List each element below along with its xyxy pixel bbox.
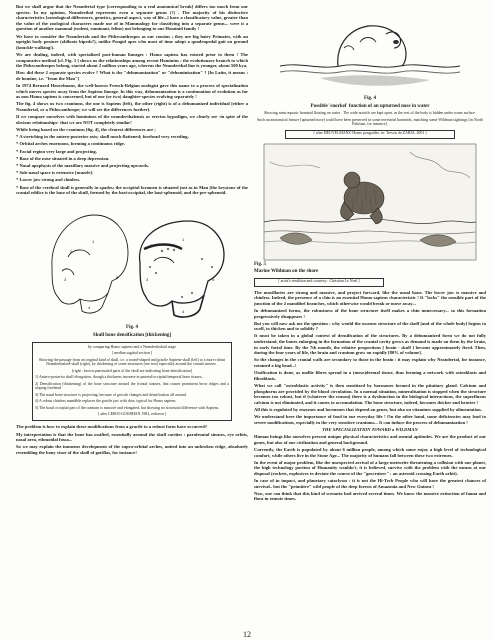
paragraph: How did these 2 separate species evolve ? What is the "dehumanization" or "dehominisation" ? [In Latin, it means : de homine, i.e. "from the Man"] [16,70,248,81]
skull-comparison-figure [32,197,232,325]
paragraph: We are dealing, indeed, with specialized post-human lineages : Homo sapiens has existed prior to them ! The comparative method [cf. Fig. 3 ] shows us the relationships among recent Hominins : the evolutionary branch to which the Pithecanthropes belong, started about 2 million years ago, whereas the Neanderthal line is younger, about 500 kya. [16,51,248,69]
feature-list [16,134,248,196]
paragraph: But you will now ask me the question : why would the osseous structure of the skull [and of the whole body] begins to swell, to thicken and to solidify ? [254,320,486,332]
paragraph: We have to consider the Neandertals and the Pithecanthropes as our cousins ; they are big hairy Primates, with an upright body posture (oldfoote bipeds?), unlike Pongid apes who most of time adopt a quadrupedal gait on ground (knuckle-walking!). [16,33,248,50]
paragraph: In case of in impact, and planetary cataclysm : it is not the Hi-Tech People who will have the greatest chances of survival.. but the "primitive" wild people of the deep forests of Amazonia and New Guinea ! [254,478,486,489]
figure-note: Showing the passage from an original kind of skull, i.e. a round-shaped and gracile Sapiens-skull (left) to a more robust Neanderthaloid-skull (right), by thickening of some structures [see text] especially around the cranial sinuses . [38,357,226,367]
paragraph: The maxillaries are strong and massive, and project forward, like the usual bone. The lower jaw is massive and chinless. Indeed, the presence of a chin is an essential Homo sapiens characteristic ! It "locks" the sensible part of the junction of the 2 mandibel branches, which otherwise would break or move away... [254,289,486,306]
left-column [16,4,248,457]
figure-note: [ median sagittal section ] [111,351,153,356]
paragraph: We understand here the importance of food in our everyday life ! On the other hand, some deficiencies may lead to severe modifications, especially in the very sensitive craniums... It can induce the process of dehumanization ! [254,414,486,425]
list-item: * Lower jaw strong and chinless. [16,177,81,183]
paragraph: In the event of major problem, like the unexpected arrival of a large meteorite threatening a collision with our planet, the high technology portion of Humanity wouldn't, it is believed, survive with the problem with the means at our disposal (rockets, explosives to deviate the course of the "geocruiser" : an asteroid crossing Earth orbit). [254,459,486,476]
paragraph: Currently, the Earth is populated by about 6 million people, among which some enjoy a high level of technological comfort, while others live in the Stone Age... The majority of humans fall between these two extremes. [254,446,486,458]
svg-text:3: 3 [146,277,149,283]
list-item: * A stretching in the antero-posterior axis; skull much flattened; forehead very receding. [16,134,189,140]
figure-notes-box [32,342,232,422]
paragraph: Human beings like ourselves present unique physical characteristics and mental aptitudes. We are the product of our genes, but also of our civilization and general background. [254,434,486,445]
numbered-note: 5) The basal occipital part of the cranium is massive and elongated, but showing no structural difference with Sapiens. [35,405,220,410]
svg-text:4: 4 [182,309,185,315]
paragraph: Now, one can think that this kind of scenario had arrived several times. We know the massive extinction of fauna and flora in remote times. [254,490,486,502]
numbered-note: 3) The nasal bone structure is projecting, because of growth changes and densification all around. [35,392,187,397]
figure-source-box [285,130,455,138]
paragraph: The problem is how to explain these modifications from a gracile to a robust form have occurred? [16,424,208,430]
list-item: * Base of the nose situated in a deep depression. [16,155,110,161]
paragraph: So the changes in the cranial walls are secondary to those in the brain : it may explain why Neandertal, for instance, retained a big head...! [254,357,486,369]
page-number: 12 [243,630,251,639]
right-column [254,4,486,504]
svg-text:4: 4 [88,305,91,311]
figure-source: [ after LEROI-GOURHAN 1982, redrawn ] [97,412,167,417]
list-item: * Nasal apophysis of the maxillary massive and projecting upwards. [16,162,149,168]
paragraph: It must be taken in a global context of densification of the structures. By a dehumanized form we do not fully understand, the bones enlarging in the formation of the cranial cavity grows as demand is made on them by the brain, in early foetal time. By the 7th month, the relative proportions [ brain - skull ] become approximately fixed. Then, during the four years of life, the brain and cranium grow on rapidly [80% of volume]. [254,333,486,356]
svg-text:5: 5 [212,277,215,283]
figure-label: Fig. 5 [254,261,266,267]
svg-text:1: 1 [182,237,185,243]
list-item: * Sub-nasal space is extensive [muzzle]. [16,170,94,176]
numbered-note: 4) A robust chinless mandible replaces the gracile jaw with chin, typical for Homo sapiens [35,399,176,404]
figure-title: Possible 'snorkel' function of an upturned nose in water [310,103,430,109]
figure-source: [ artist's rendition and courtesy : Christian Le Noel ] [278,279,360,284]
intro-paragraph: But we shall argue that the Neandertal type [corresponding to a real anatomical break] differs too much from our species. In my opinion, Neanderthal represents even a separate genus (?) . The majority of his distinctive characteristics [osteological differences, genetics, general aspect, way of life...] have a classificatory value, greater than the value of the zoological characters made use of in Mammalogy for classifying into a separate genus... were it a question of another mammal (rodent, ruminant, feline) not belonging to our Hominid family ! [16,4,248,32]
paragraph: If we compare ourselves with hominines of the neanderthalensis or erectus hypodigm, we clearly see -in spite of the obvious relationships- that we are NOT completely similar! [16,114,248,125]
numbered-note: 1) Antero-posterior skull elongation, though a thickness increase in parietal/occipital/temporal bone tissues... [35,375,205,380]
list-item: * Facial region very large and projecting. [16,148,97,154]
svg-text:3: 3 [64,277,67,283]
figure-title: Skull bone densification [thickening] [92,332,172,338]
paragraph: The fig. 4 shows us two craniums, the one is Sapiens (left), the other (right) is of a dehumanized individual [either a Neandertal, or a Pithecanthrope; we will see the differences further]. [16,101,248,113]
figure-label: Fig. 4 [364,96,376,101]
figure-source-box [254,278,384,286]
figure-source: [right : brown punctuated parts of the skull are indicating bone densification] [72,368,192,373]
paragraph: So we may explain the immense development of the supra-orbital arches, united into an unbroken ridge, absolutely resembling the bony visor of the skull of gorillas, for instance! [16,444,248,455]
svg-text:2: 2 [150,243,153,249]
paragraph: While being based on the craniums [fig. 4], the clearest differences are ; [16,127,156,133]
list-item: * Orbital arches enormous, forming a continuous ridge. [16,141,126,147]
list-item: * Base of the cerebral skull is generally in spades; the occipital foramen is situated just as in Man [the keystone of the cranial edifice is the base of the skull, formed by the basi-occipital, the basi-sphenoid, and the pre-sphenoid. [16,184,248,196]
svg-text:5: 5 [116,275,119,281]
figure-note: by comparing Homo sapiens and a Neanderthaloid stage [88,344,176,349]
figure-note: Showing semi-aquatic hominid floating on water . The wide nostrils are kept open, as the rest of the body is hidden under water surface. [264,111,476,116]
paragraph: What we call "osteoblastic activity" is then sensitized by hormones formed in the pituitary gland. Calcium and phosphorus are provided by the blood circulation. In a normal situation, mineralisation is stopped when the structure becomes too robust, but if [whatever the reason] there is a dysfunction in the biological interactions, the superfluous calcium is not eliminated, and it comes to accumulation. The bone structure, indeed, becomes thicker and heavier ! [254,383,486,405]
paragraph: My interpretation is that the bone has ossified, essentially around the skull cavities : parafrontal sinuses, eye orbits, nasal area, ethmoidal fossa... [16,431,248,443]
numbered-note: 2) Densification (thickening) of the bone structure around the frontal sinuses, that causes prominent brow ridges and a sloping forehead [35,381,229,391]
paragraph: In 1974 Bernard Heuvelmans, the well-known French-Belgian zoologist gave this name to a process of specialization which moves species away from the Sapiens lineage. In this way, dehumanization is a continuation of evolution as far as non Homo sapiens is concerned, but of one (or two) daughter-species evolving separately ! [16,83,248,100]
figure-source: [ after HEUVELMANS' Homo pongoides, in: Trescis de ZARIA, 2001 ] [313,131,427,136]
snorkel-nose-figure [260,4,480,96]
figure-title: Marine Wildman on the shore [254,269,319,275]
svg-text:1: 1 [92,239,95,245]
section-heading: THE SPECIALIZATION TOWARD a WILDMAN [322,426,418,432]
marine-wildman-illustration [260,142,480,262]
paragraph: All this is regulated by enzymes and hormones that depend on genes, but also on vitamines supplied by alimentation. [254,406,482,412]
paragraph: In dehumanized forms, the robustness of the bone structure itself makes a chin unnecessary... so this formation progressively disappears ! [254,307,486,319]
figure-label: Fig. 4 [126,325,138,331]
svg-text:2: 2 [70,249,73,255]
paragraph: Ossification is done, as mollie fibres spread in a (meso)dermal tissue, thus forming a network with osteoblasts and fibroblasts. [254,370,486,381]
figure-note: Such an anatomical feature [upturned nose] could have been preserved in some terrestrial hominids, matching some Wildman sightings [in North Pakistan, for instance]. [257,117,483,127]
